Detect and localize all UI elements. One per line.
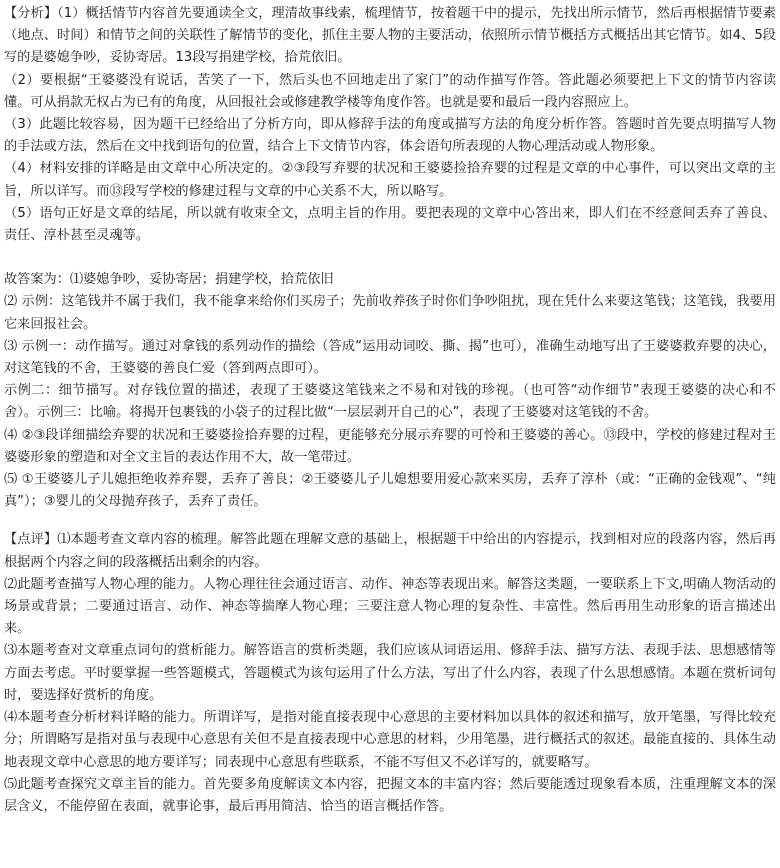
spacer	[4, 247, 776, 269]
analysis-section	[4, 3, 776, 247]
answer-line-4: ⑷ ②③段详细描绘弃婴的状况和王婆婆捡拾弃婴的过程，更能够充分展示弃婴的可怜和王婆婆的善心。⑬段中，学校的修建过程对王婆婆形象的塑造和对全文主旨的表达作用不大，故一笔带过。	[4, 427, 776, 465]
comment-section	[4, 529, 776, 818]
answer-line-3b: 示例二：细节描写。对存钱位置的描述，表现了王婆婆这笔钱来之不易和对钱的珍视。（也可答“动作细节”表现王婆婆的决心和不舍）。示例三：比喻。将揭开包裹钱的小袋子的过程比做“一层层剥开自己的心”，表现了王婆婆对这笔钱的不舍。	[4, 383, 776, 421]
comment-paragraph-1: 【点评】⑴本题考查文章内容的梳理。解答此题在理解文意的基础上，根据题干中给出的内容提示，找到相对应的段落内容，然后再根据两个内容之间的段落概括出剩余的内容。	[4, 532, 776, 570]
analysis-paragraph-1: 【分析】（1）概括情节内容首先要通读全文，理清故事线索，梳理情节，按着题干中的提示，先找出所示情节，然后再根据情节要素（地点、时间）和情节之间的关联性了解情节的变化，抓住主要人物的主要活动，依照所示情节概括方式概括出其它情节。如4、5段写的是婆媳争吵，妥协寄居。13段写捐建学校，拾荒依旧。	[4, 6, 776, 66]
comment-paragraph-2: ⑵此题考查描写人物心理的能力。人物心理往往会通过语言、动作、神态等表现出来。解答这类题，一要联系上下文,明确人物活动的场景或背景；二要通过语言、动作、神态等揣摩人物心理；三要注意人物心理的复杂性、丰富性。然后再用生动形象的语言描述出来。	[4, 576, 776, 637]
comment-paragraph-4: ⑷本题考查分析材料详略的能力。所谓详写，是指对能直接表现中心意思的主要材料加以具体的叙述和描写，放开笔墨，写得比较充分；所谓略写是指对虽与表现中心意思有关但不是直接表现中心意思的材料，少用笔墨，进行概括式的叙述。最能直接的、具体生动地表现文章中心意思的地方要详写；同表现中心意思有些联系，不能不写但又不必详写的，就要略写。	[4, 710, 776, 770]
answer-section	[4, 269, 776, 513]
spacer	[4, 513, 776, 529]
answer-line-3a: ⑶ 示例一：动作描写。通过对拿钱的系列动作的描绘（答成“运用动词咬、撕、揭”也可），准确生动地写出了王婆婆救弃婴的决心，对这笔钱的不舍，王婆婆的善良仁爱（答到两点即可）。	[4, 338, 776, 377]
comment-paragraph-3: ⑶本题考查对文章重点词句的赏析能力。解答语言的赏析类题，我们应该从词语运用、修辞手法、描写方法、表现手法、思想感情等方面去考虑。平时要掌握一些答题模式，答题模式为该句运用了什么方法，写出了什么内容，表现了什么思想感情。本题在赏析词句时，要选择好赏析的角度。	[4, 643, 776, 703]
analysis-paragraph-2: （2）要根据“王婆婆没有说话，苦笑了一下，然后头也不回地走出了家门”的动作描写作答。答此题必须要把上下文的情节内容读懂。可从捐款无权占为已有的角度，从回报社会或修建教学楼等角度作答。也就是要和最后一段内容照应上。	[4, 72, 776, 110]
analysis-paragraph-5: （5）语句正好是文章的结尾，所以就有收束全文，点明主旨的作用。要把表现的文章中心答出来，即人们在不经意间丢弃了善良、责任、淳朴甚至灵魂等。	[4, 205, 776, 244]
answer-line-5: ⑸ ①王婆婆儿子儿媳拒绝收养弃婴，丢弃了善良；②王婆婆儿子儿媳想要用爱心款来买房，丢弃了淳朴（或：“正确的金钱观”、“纯真”）；③婴儿的父母抛弃孩子，丢弃了责任。	[4, 472, 776, 510]
comment-paragraph-5: ⑸此题考查探究文章主旨的能力。首先要多角度解读文本内容，把握文本的丰富内容；然后要能透过现象看本质，注重理解文本的深层含义，不能停留在表面，就事论事，最后再用简洁、恰当的语言概括作答。	[4, 776, 776, 814]
answer-line-1: 故答案为：⑴婆媳争吵，妥协寄居；捐建学校，拾荒依旧	[4, 272, 334, 288]
analysis-paragraph-3: （3）此题比较容易，因为题干已经给出了分析方向，即从修辞手法的角度或描写方法的角度分析作答。答题时首先要点明描写人物的手法或方法，然后在文中找到语句的位置，结合上下文情节内容，体会语句所表现的人物心理活动或人物形象。	[4, 117, 776, 155]
answer-line-2: ⑵ 示例：这笔钱并不属于我们，我不能拿来给你们买房子；先前收养孩子时你们争吵阻扰，现在凭什么来要这笔钱；这笔钱，我要用它来回报社会。	[4, 294, 776, 332]
analysis-paragraph-4: （4）材料安排的详略是由文章中心所决定的。②③段写弃婴的状况和王婆婆捡拾弃婴的过程是文章的中心事件，可以突出文章的主旨，所以详写。而⑬段写学校的修建过程与文章的中心关系不大，所以略写。	[4, 161, 776, 199]
